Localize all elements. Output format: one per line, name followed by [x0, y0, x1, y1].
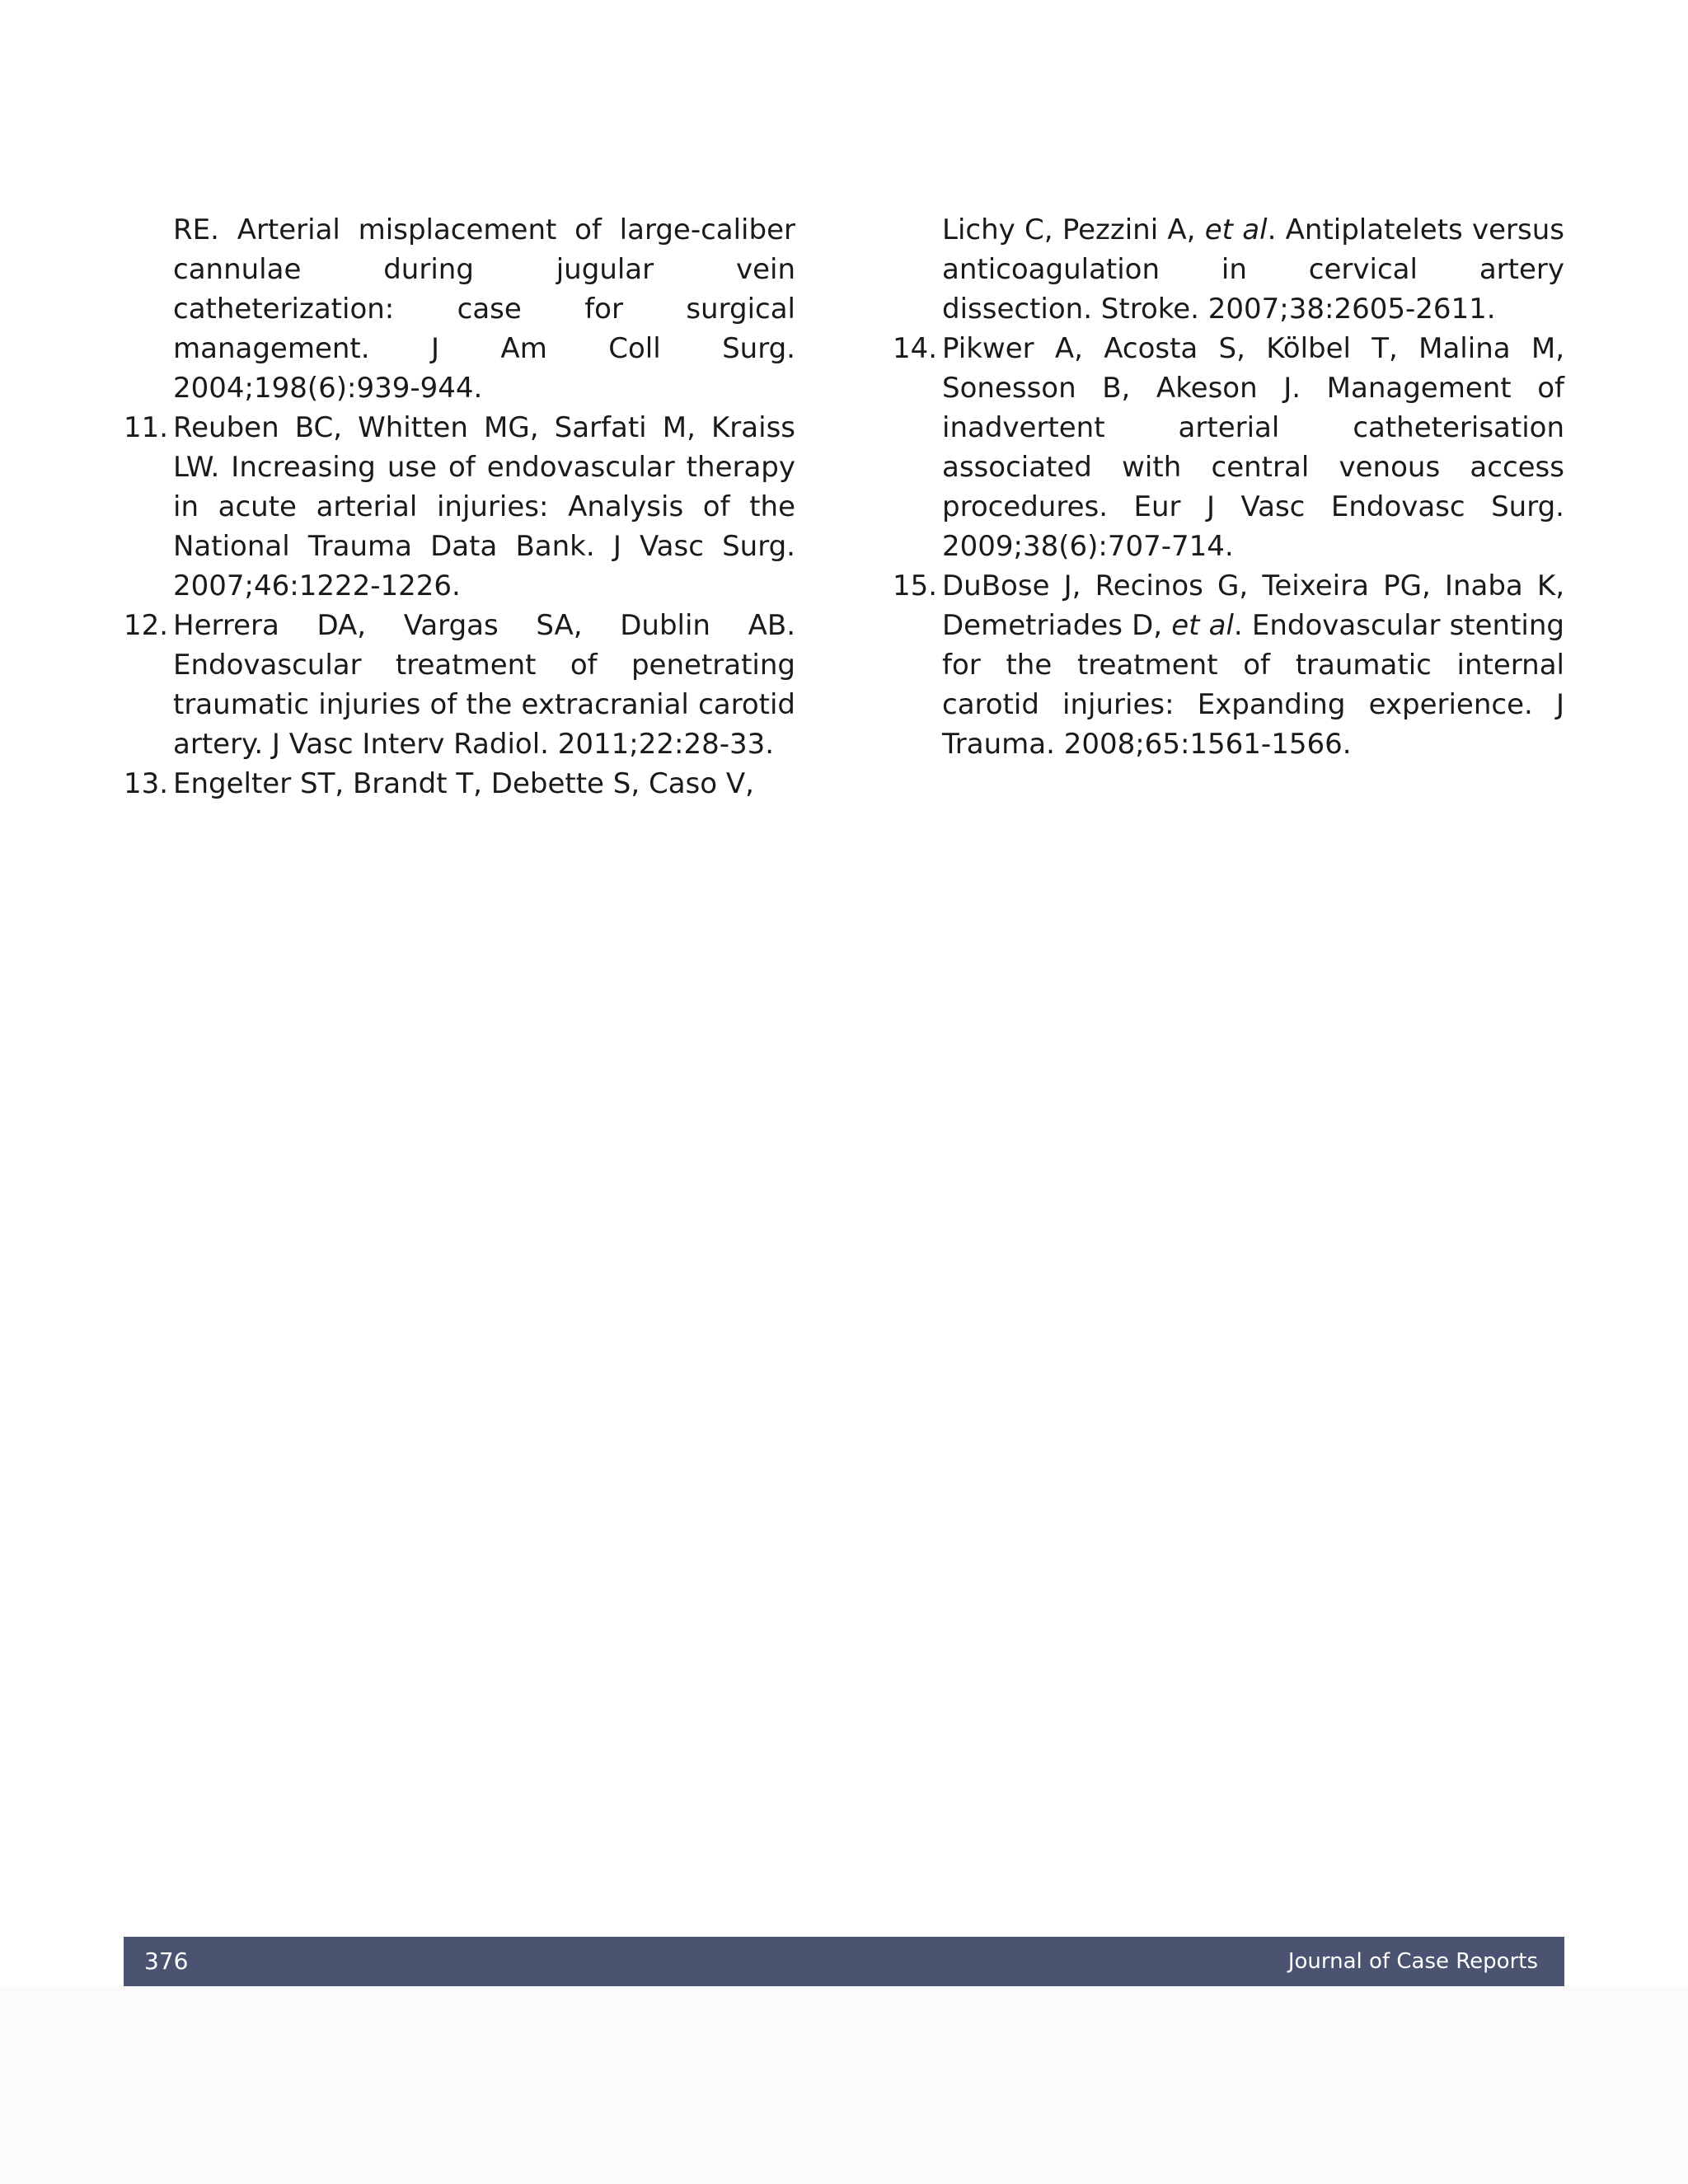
reference-number: 12. — [124, 609, 169, 642]
reference-number: 13. — [124, 767, 169, 800]
reference-text — [942, 569, 1564, 761]
reference-item-11 — [124, 408, 795, 606]
footer-bar — [124, 1937, 1564, 1986]
references-left-column — [124, 210, 795, 804]
reference-text: Engelter ST, Brandt T, Debette S, Caso V, — [173, 767, 754, 800]
journal-name: Journal of Case Reports — [1287, 1949, 1538, 1974]
reference-text: RE. Arterial misplacement of large-caliber cannulae during jugular vein catheterization: case for surgical management. J Am Coll Surg. 2004;198(6):939-944. — [173, 213, 795, 405]
reference-text-part: DuBose J, Recinos G, Teixeira PG, Inaba K, Demetriades D, — [942, 569, 1564, 642]
reference-continuation — [124, 210, 795, 408]
et-al-italic: et al — [1171, 609, 1234, 642]
references-right-column — [893, 210, 1564, 764]
reference-item-12 — [124, 606, 795, 764]
et-al-italic: et al — [1204, 213, 1268, 246]
reference-number: 15. — [893, 569, 938, 602]
page-bottom-tint — [0, 1986, 1688, 2184]
reference-item-15 — [893, 566, 1564, 764]
reference-item-13 — [124, 764, 795, 804]
reference-item-14 — [893, 329, 1564, 566]
reference-number: 11. — [124, 411, 169, 444]
reference-text-part: . Antiplatelets versus anticoagulation in cervical artery dissection. Stroke. 2007;38:2605-2611. — [942, 213, 1564, 326]
reference-text-part: . Endovascular stenting for the treatment of traumatic internal carotid injuries: Expanding experience. J Trauma. 2008;65:1561-1566. — [942, 609, 1565, 761]
reference-text: Pikwer A, Acosta S, Kölbel T, Malina M, Sonesson B, Akeson J. Management of inadvertent arterial catheterisation associated with central venous access procedures. Eur J Vasc Endovasc Surg. 2009;38(6):707-714. — [942, 332, 1564, 563]
page-number: 376 — [144, 1947, 189, 1975]
reference-number: 14. — [893, 332, 938, 365]
reference-text-part: Lichy C, Pezzini A, — [942, 213, 1205, 246]
reference-text: Reuben BC, Whitten MG, Sarfati M, Kraiss LW. Increasing use of endovascular therapy in acute arterial injuries: Analysis of the National Trauma Data Bank. J Vasc Surg. 2007;46:1222-1226. — [173, 411, 795, 602]
reference-continuation — [893, 210, 1564, 329]
reference-text — [942, 213, 1564, 326]
reference-text: Herrera DA, Vargas SA, Dublin AB. Endovascular treatment of penetrating traumatic injuries of the extracranial carotid artery. J Vasc Interv Radiol. 2011;22:28-33. — [173, 609, 795, 761]
